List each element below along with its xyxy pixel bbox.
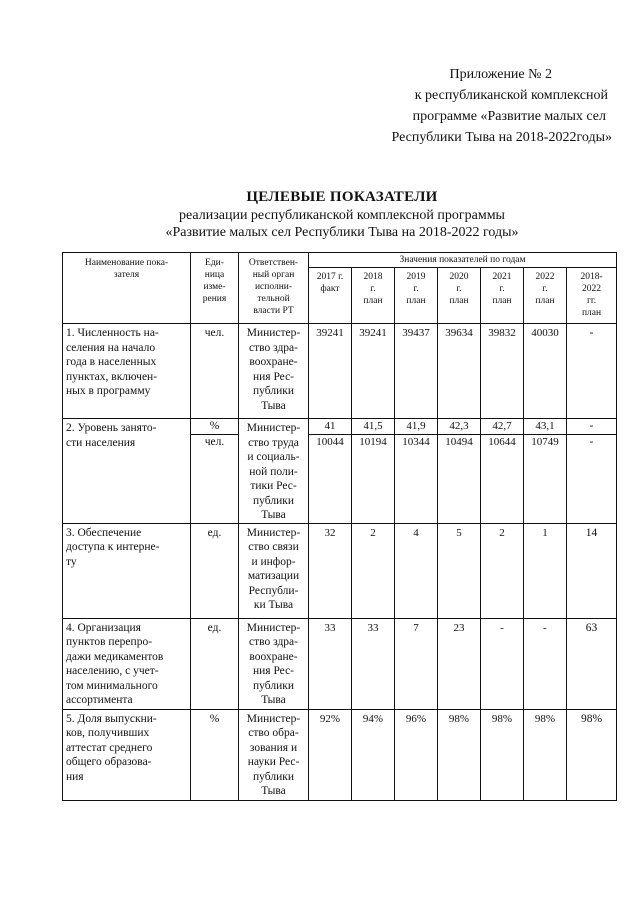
header-unit-text: Еди- ница изме- рения [202,258,227,304]
table-header-row [63,253,617,268]
value-cell: 39241 [352,324,395,419]
header-unit [191,253,239,324]
value-cell-total: 63 [567,618,617,709]
value-cell: 42,7 [481,419,524,435]
header-year [352,268,395,324]
appendix-line: Республики Тыва на 2018-2022годы» [391,130,612,145]
header-name-text: Наименование пока- зателя [84,258,169,280]
responsible-body [239,709,309,800]
table-row [63,523,617,618]
responsible-body-text: Министер- ство здра- воохране- ния Рес- публики Тыва [246,621,301,706]
value-cell: 98% [524,709,567,800]
value-cell: 41,5 [352,419,395,435]
header-year [438,268,481,324]
header-year-text: 2018- 2022 гг. план [580,272,603,318]
indicator-name [63,523,191,618]
responsible-body-text: Министер- ство обра- зования и науки Рес- публики Тыва [246,712,301,797]
responsible-body-text: Министер- ство связи и инфор- матизации Республи- ки Тыва [246,526,301,611]
table-row [63,419,617,435]
value-cell: 1 [524,523,567,618]
value-cell: 39832 [481,324,524,419]
indicator-unit: ед. [191,618,239,709]
value-cell: 2 [352,523,395,618]
value-cell: 94% [352,709,395,800]
table-row [63,709,617,800]
appendix-line: к республиканской комплексной [414,88,608,103]
header-year [395,268,438,324]
value-cell: 10644 [481,434,524,523]
indicator-name-text: 5. Доля выпускни- ков, получивших аттестат среднего общего образова- ния [66,712,157,783]
value-cell: 33 [309,618,352,709]
responsible-body [239,419,309,524]
document-heading [92,187,592,241]
indicator-name-text: 4. Организация пунктов перепро- дажи медикаментов населению, с учет- том минимального ассортимента [66,621,164,706]
value-cell: 10494 [438,434,481,523]
value-cell-total: - [567,324,617,419]
responsible-body [239,618,309,709]
value-cell: 43,1 [524,419,567,435]
value-cell: 41 [309,419,352,435]
value-cell: - [481,618,524,709]
indicator-name [63,618,191,709]
indicator-name [63,709,191,800]
indicator-name-text: 3. Обеспечение доступа к интерне- ту [66,526,160,568]
table-row [63,618,617,709]
value-cell: 39437 [395,324,438,419]
value-cell: 7 [395,618,438,709]
indicator-unit: % [191,709,239,800]
value-cell: 33 [352,618,395,709]
value-cell: 32 [309,523,352,618]
value-cell: 98% [481,709,524,800]
value-cell: 2 [481,523,524,618]
header-year-text: 2018 г. план [363,272,383,306]
header-year-text: 2021 г. план [492,272,512,306]
value-cell: 23 [438,618,481,709]
value-cell: 10344 [395,434,438,523]
responsible-body-text: Министер- ство здра- воохране- ния Рес- публики Тыва [246,327,301,412]
value-cell: 96% [395,709,438,800]
value-cell: 39241 [309,324,352,419]
indicator-unit: % [191,419,239,435]
indicator-name [63,324,191,419]
value-cell: 39634 [438,324,481,419]
value-cell: 10749 [524,434,567,523]
header-year-text: 2022 г. план [535,272,555,306]
appendix-line: программе «Развитие малых сел [412,109,606,124]
value-cell-total: 98% [567,709,617,800]
document-subtitle: реализации республиканской комплексной программы [179,208,505,223]
document-subtitle: «Развитие малых сел Республики Тыва на 2018-2022 годы» [165,225,519,240]
indicator-unit: чел. [191,324,239,419]
header-year [524,268,567,324]
value-cell: 41,9 [395,419,438,435]
value-cell: 42,3 [438,419,481,435]
value-cell: 40030 [524,324,567,419]
indicators-table [62,252,617,801]
indicator-name [63,419,191,524]
header-year [567,268,617,324]
header-responsible [239,253,309,324]
header-year-text: 2017 г. факт [316,272,344,294]
header-responsible-text: Ответствен- ный орган исполни- тельной власти РТ [248,258,299,316]
table-row [63,324,617,419]
value-cell: 4 [395,523,438,618]
responsible-body [239,324,309,419]
document-title: ЦЕЛЕВЫЕ ПОКАЗАТЕЛИ [246,189,438,205]
value-cell: 10044 [309,434,352,523]
header-year [309,268,352,324]
value-cell-total: - [567,419,617,435]
value-cell: 5 [438,523,481,618]
indicator-unit: чел. [191,434,239,523]
appendix-header [0,64,612,148]
value-cell: 10194 [352,434,395,523]
value-cell-total: - [567,434,617,523]
indicator-name-text: 1. Численность на- селения на начало года в населенных пунктах, включен- ных в программу [66,327,159,397]
value-cell-total: 14 [567,523,617,618]
header-values-group: Значения показателей по годам [309,253,617,268]
value-cell: 98% [438,709,481,800]
header-year-text: 2019 г. план [406,272,426,306]
indicator-name-text: 2. Уровень занято- сти населения [66,422,157,449]
header-year-text: 2020 г. план [449,272,469,306]
value-cell: - [524,618,567,709]
responsible-body-text: Министер- ство труда и социаль- ной поли- тики Рес- публики Тыва [246,422,301,521]
header-name [63,253,191,324]
appendix-number: Приложение № 2 [449,67,552,82]
responsible-body [239,523,309,618]
header-year [481,268,524,324]
indicator-unit: ед. [191,523,239,618]
value-cell: 92% [309,709,352,800]
